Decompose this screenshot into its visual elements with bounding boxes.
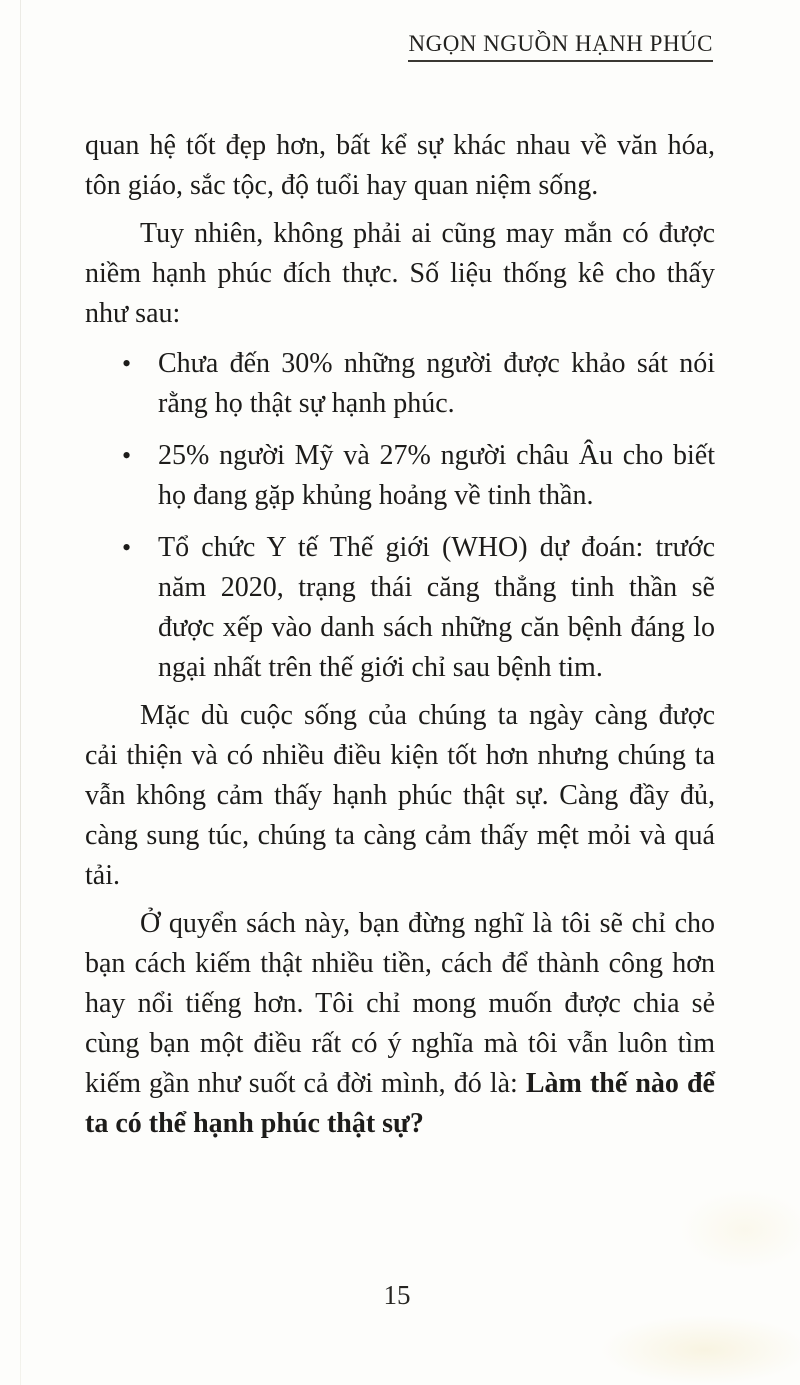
paragraph: Tuy nhiên, không phải ai cũng may mắn có được niềm hạnh phúc đích thực. Số liệu thống kê cho thấy như sau: bbox=[85, 218, 715, 329]
paragraph-continued: quan hệ tốt đẹp hơn, bất kể sự khác nhau về văn hóa, tôn giáo, sắc tộc, độ tuổi hay quan niệm sống. bbox=[85, 130, 715, 201]
running-head: NGỌN NGUỒN HẠNH PHÚC bbox=[408, 31, 713, 62]
paragraph: Mặc dù cuộc sống của chúng ta ngày càng được cải thiện và có nhiều điều kiện tốt hơn nhưng chúng ta vẫn không cảm thấy hạnh phúc thật sự. Càng đầy đủ, càng sung túc, chúng ta càng cảm thấy mệt mỏi và quá tải. bbox=[85, 700, 715, 891]
paragraph-bold-text: Làm thế nào để ta có thể hạnh phúc thật sự? bbox=[85, 1068, 715, 1139]
scan-smudge bbox=[600, 1315, 800, 1385]
bullet-icon: • bbox=[122, 441, 132, 470]
bullet-item bbox=[85, 344, 715, 424]
bullet-icon: • bbox=[122, 349, 132, 378]
bullet-list bbox=[85, 344, 715, 688]
bullet-text: 25% người Mỹ và 27% người châu Âu cho biết họ đang gặp khủng hoảng về tinh thần. bbox=[158, 440, 715, 511]
bullet-item bbox=[85, 436, 715, 516]
bullet-item bbox=[85, 528, 715, 688]
paragraph bbox=[85, 904, 715, 1144]
bullet-text: Tổ chức Y tế Thế giới (WHO) dự đoán: trước năm 2020, trạng thái căng thẳng tinh thần sẽ được xếp vào danh sách những căn bệnh đáng lo ngại nhất trên thế giới chỉ sau bệnh tim. bbox=[158, 532, 715, 683]
page-edge-line bbox=[20, 0, 21, 1385]
scan-smudge bbox=[680, 1190, 800, 1270]
bullet-icon: • bbox=[122, 533, 132, 562]
bullet-text: Chưa đến 30% những người được khảo sát nói rằng họ thật sự hạnh phúc. bbox=[158, 348, 715, 419]
page-body-text bbox=[85, 126, 715, 1144]
paragraph-text: Ở quyển sách này, bạn đừng nghĩ là tôi sẽ chỉ cho bạn cách kiếm thật nhiều tiền, cách để thành công hơn hay nổi tiếng hơn. Tôi chỉ mong muốn được chia sẻ cùng bạn một điều rất có ý nghĩa mà tôi vẫn luôn tìm kiếm gần như suốt cả đời mình, đó là: bbox=[85, 908, 715, 1099]
page-number: 15 bbox=[383, 1280, 411, 1310]
